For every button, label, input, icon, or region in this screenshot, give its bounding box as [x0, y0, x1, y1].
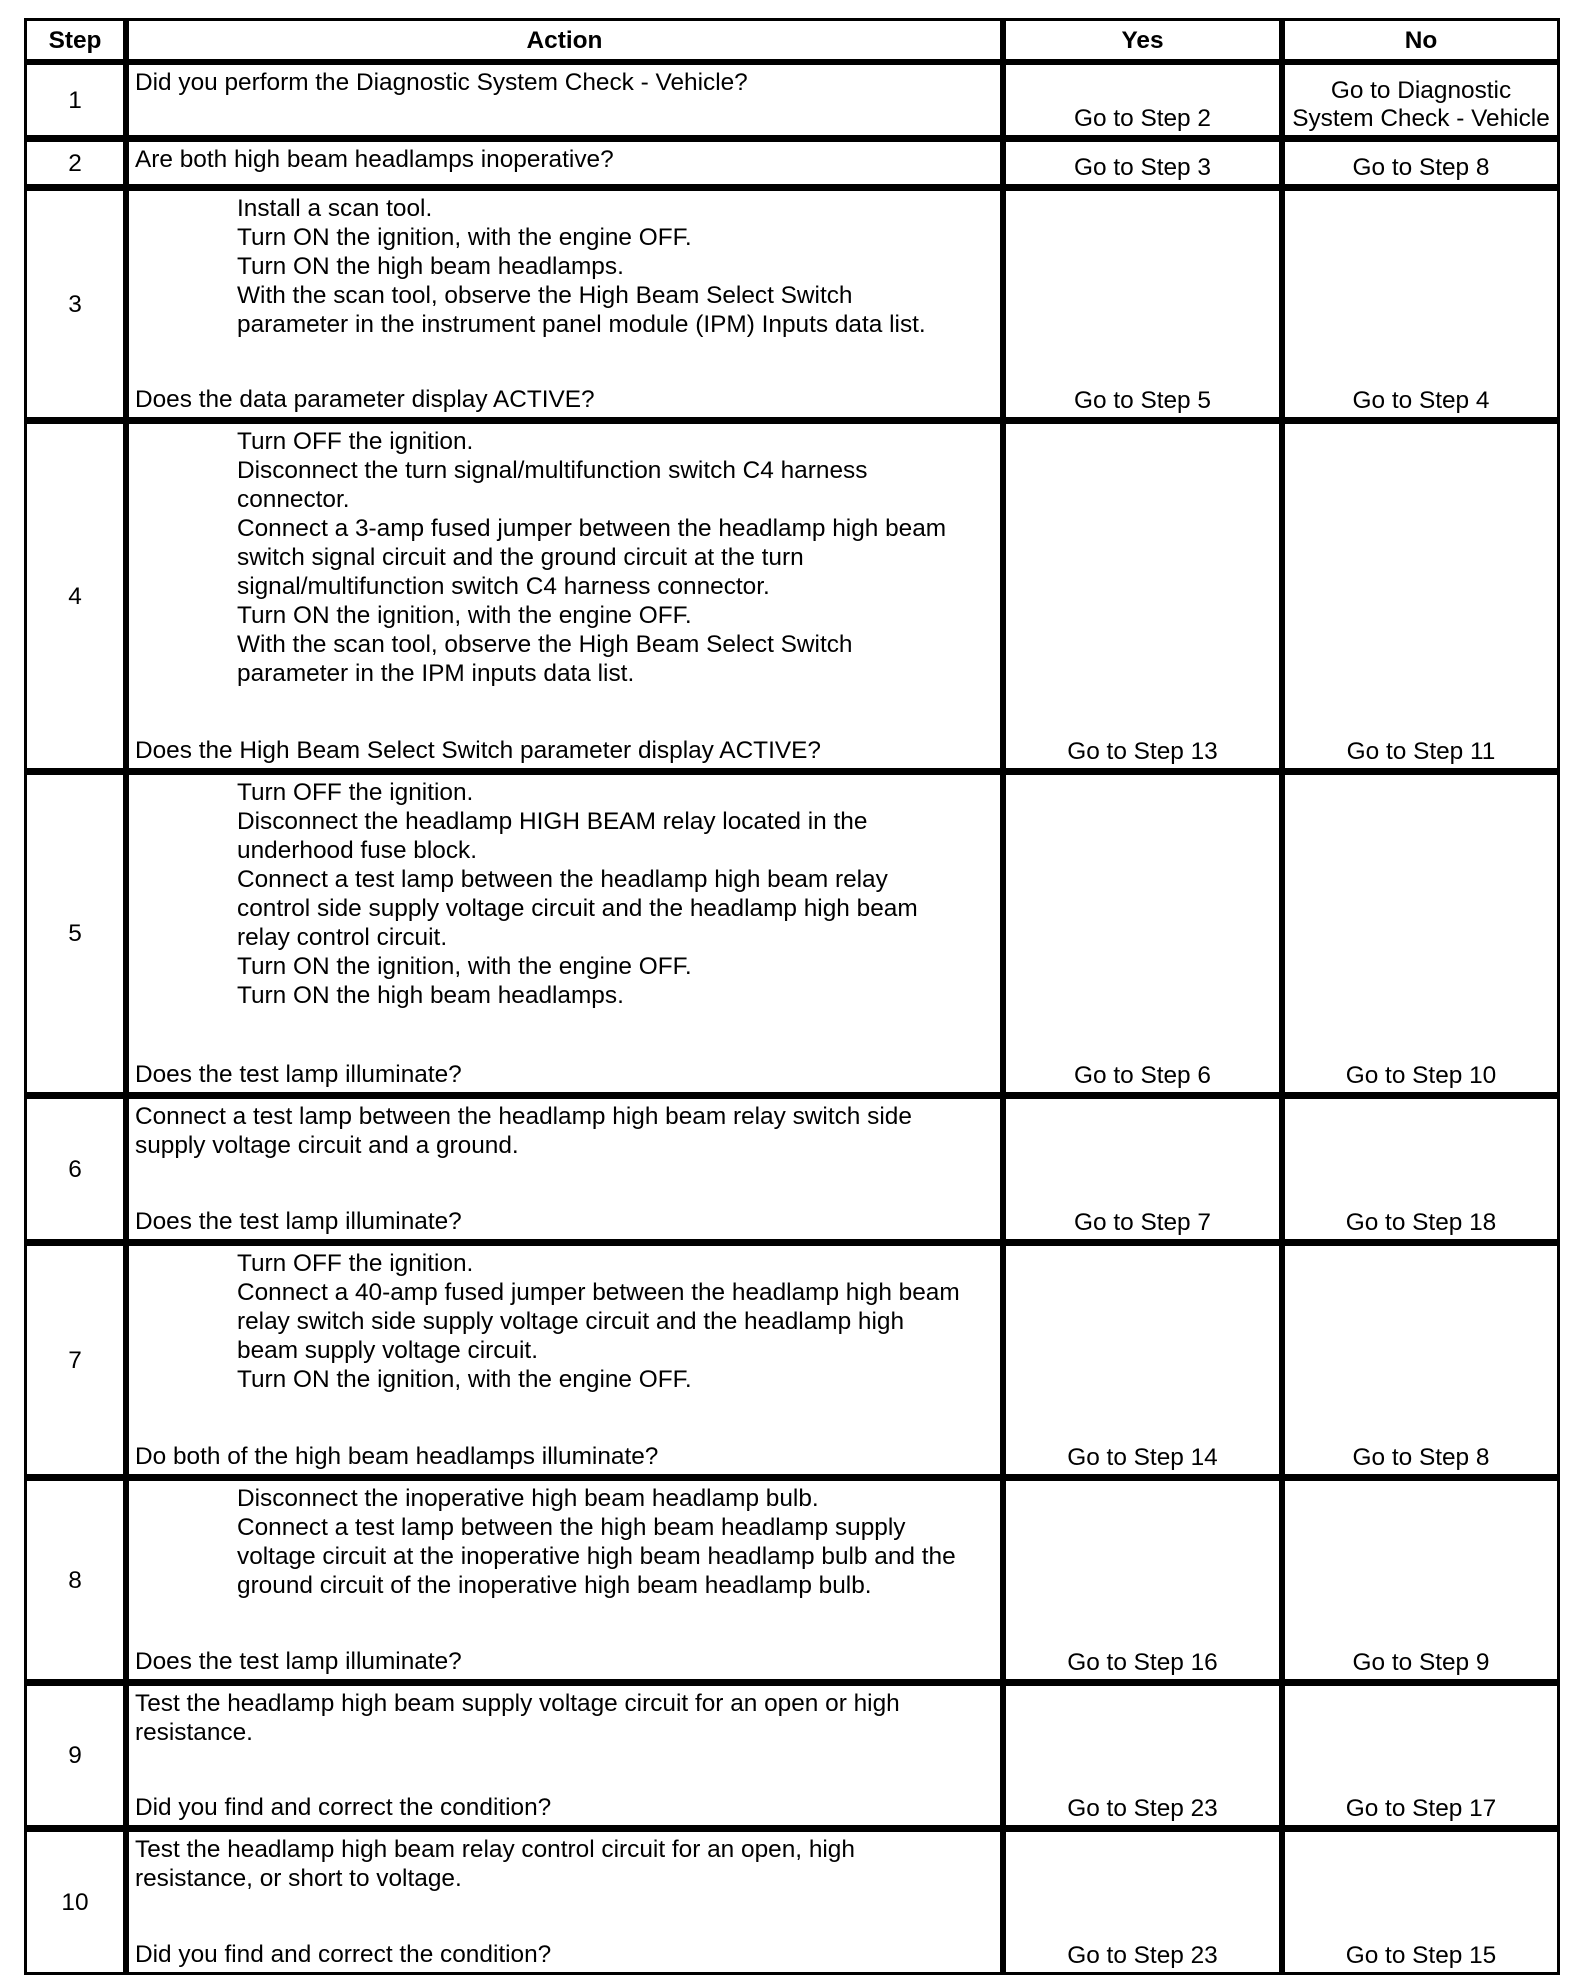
step-number: 7: [24, 1242, 126, 1477]
instruction-line: Turn OFF the ignition.: [237, 779, 474, 806]
step-number: 5: [24, 771, 126, 1095]
no-outcome: Go to Step 9: [1282, 1477, 1560, 1682]
instruction-list: [135, 427, 994, 688]
instruction-line: Turn ON the ignition, with the engine OFF.: [237, 224, 692, 251]
yes-outcome: Go to Step 2: [1003, 62, 1282, 138]
step-number: 6: [24, 1095, 126, 1242]
table-row: [24, 138, 1560, 187]
action-question: Did you perform the Diagnostic System Check - Vehicle?: [135, 69, 748, 96]
instruction-list: [135, 1484, 994, 1600]
instruction-line: switch signal circuit and the ground circuit at the turn: [237, 544, 804, 571]
instruction-line: Disconnect the turn signal/multifunction switch C4 harness: [237, 457, 868, 484]
action-cell: [126, 187, 1003, 420]
instruction-line: Turn OFF the ignition.: [237, 428, 474, 455]
yes-outcome: Go to Step 3: [1003, 138, 1282, 187]
instruction-line: beam supply voltage circuit.: [237, 1337, 538, 1364]
action-text-line: Test the headlamp high beam relay control circuit for an open, high: [135, 1836, 855, 1863]
step-number: 10: [24, 1828, 126, 1975]
instruction-line: Turn ON the ignition, with the engine OFF.: [237, 1366, 692, 1393]
yes-outcome: Go to Step 7: [1003, 1095, 1282, 1242]
table-row: [24, 1477, 1560, 1682]
header-action: Action: [126, 18, 1003, 62]
step-number: 2: [24, 138, 126, 187]
instruction-line: relay switch side supply voltage circuit and the headlamp high: [237, 1308, 905, 1335]
yes-outcome: Go to Step 16: [1003, 1477, 1282, 1682]
no-outcome: Go to Step 8: [1282, 1242, 1560, 1477]
no-outcome: Go to Diagnostic System Check - Vehicle: [1282, 62, 1560, 138]
instruction-list: [135, 194, 994, 339]
yes-outcome: Go to Step 23: [1003, 1682, 1282, 1828]
action-cell: [126, 138, 1003, 187]
instruction-line: Turn ON the ignition, with the engine OFF.: [237, 602, 692, 629]
action-text-line: supply voltage circuit and a ground.: [135, 1132, 519, 1159]
instruction-line: With the scan tool, observe the High Beam Select Switch: [237, 282, 853, 309]
instruction-line: ground circuit of the inoperative high beam headlamp bulb.: [237, 1572, 872, 1599]
header-no: No: [1282, 18, 1560, 62]
no-outcome: Go to Step 17: [1282, 1682, 1560, 1828]
table-row: [24, 420, 1560, 771]
instruction-line: Connect a test lamp between the high beam headlamp supply: [237, 1514, 906, 1541]
instruction-line: underhood fuse block.: [237, 837, 478, 864]
diagnostic-table-page: [24, 18, 1560, 1975]
instruction-line: relay control circuit.: [237, 924, 448, 951]
action-question: Are both high beam headlamps inoperative?: [135, 146, 614, 173]
header-yes: Yes: [1003, 18, 1282, 62]
action-text-line: resistance.: [135, 1719, 253, 1746]
no-outcome: Go to Step 15: [1282, 1828, 1560, 1975]
no-outcome: Go to Step 18: [1282, 1095, 1560, 1242]
action-cell: [126, 62, 1003, 138]
step-number: 9: [24, 1682, 126, 1828]
action-question: Does the data parameter display ACTIVE?: [135, 386, 595, 413]
header-row: [24, 18, 1560, 62]
action-question: Does the test lamp illuminate?: [135, 1208, 462, 1235]
instruction-list: [135, 1249, 994, 1394]
table-row: [24, 1095, 1560, 1242]
instruction-line: Disconnect the inoperative high beam headlamp bulb.: [237, 1485, 819, 1512]
instruction-line: Connect a 3-amp fused jumper between the headlamp high beam: [237, 515, 947, 542]
instruction-line: connector.: [237, 486, 350, 513]
action-text-line: Test the headlamp high beam supply voltage circuit for an open or high: [135, 1690, 900, 1717]
yes-outcome: Go to Step 5: [1003, 187, 1282, 420]
yes-outcome: Go to Step 14: [1003, 1242, 1282, 1477]
table-row: [24, 62, 1560, 138]
table-row: [24, 771, 1560, 1095]
table-row: [24, 1242, 1560, 1477]
step-number: 8: [24, 1477, 126, 1682]
instruction-line: Turn ON the ignition, with the engine OFF.: [237, 953, 692, 980]
table-row: [24, 1828, 1560, 1975]
instruction-line: Turn ON the high beam headlamps.: [237, 982, 624, 1009]
no-outcome: Go to Step 11: [1282, 420, 1560, 771]
no-outcome: Go to Step 4: [1282, 187, 1560, 420]
instruction-line: control side supply voltage circuit and the headlamp high beam: [237, 895, 918, 922]
yes-outcome: Go to Step 13: [1003, 420, 1282, 771]
instruction-line: Turn OFF the ignition.: [237, 1250, 474, 1277]
instruction-line: voltage circuit at the inoperative high beam headlamp bulb and the: [237, 1543, 956, 1570]
instruction-list: [135, 778, 994, 1010]
action-text-line: Connect a test lamp between the headlamp high beam relay switch side: [135, 1103, 912, 1130]
step-number: 1: [24, 62, 126, 138]
step-number: 4: [24, 420, 126, 771]
action-cell: [126, 1682, 1003, 1828]
step-number: 3: [24, 187, 126, 420]
action-question: Did you find and correct the condition?: [135, 1941, 552, 1968]
instruction-line: With the scan tool, observe the High Beam Select Switch: [237, 631, 853, 658]
instruction-line: parameter in the IPM inputs data list.: [237, 660, 635, 687]
instruction-line: parameter in the instrument panel module (IPM) Inputs data list.: [237, 311, 926, 338]
action-question: Does the test lamp illuminate?: [135, 1061, 462, 1088]
yes-outcome: Go to Step 23: [1003, 1828, 1282, 1975]
table-row: [24, 187, 1560, 420]
action-cell: [126, 420, 1003, 771]
action-question: Does the High Beam Select Switch parameter display ACTIVE?: [135, 737, 821, 764]
instruction-line: Connect a 40-amp fused jumper between the headlamp high beam: [237, 1279, 960, 1306]
action-cell: [126, 771, 1003, 1095]
no-outcome: Go to Step 8: [1282, 138, 1560, 187]
action-cell: [126, 1242, 1003, 1477]
table-row: [24, 1682, 1560, 1828]
yes-outcome: Go to Step 6: [1003, 771, 1282, 1095]
action-question: Does the test lamp illuminate?: [135, 1648, 462, 1675]
instruction-line: Install a scan tool.: [237, 195, 433, 222]
action-cell: [126, 1095, 1003, 1242]
instruction-line: Connect a test lamp between the headlamp high beam relay: [237, 866, 888, 893]
action-cell: [126, 1828, 1003, 1975]
instruction-line: Turn ON the high beam headlamps.: [237, 253, 624, 280]
action-question: Do both of the high beam headlamps illuminate?: [135, 1443, 659, 1470]
no-outcome: Go to Step 10: [1282, 771, 1560, 1095]
action-question: Did you find and correct the condition?: [135, 1794, 552, 1821]
instruction-line: Disconnect the headlamp HIGH BEAM relay located in the: [237, 808, 868, 835]
diagnostic-table: [24, 18, 1560, 1975]
action-cell: [126, 1477, 1003, 1682]
header-step: Step: [24, 18, 126, 62]
action-text-line: resistance, or short to voltage.: [135, 1865, 462, 1892]
instruction-line: signal/multifunction switch C4 harness connector.: [237, 573, 770, 600]
